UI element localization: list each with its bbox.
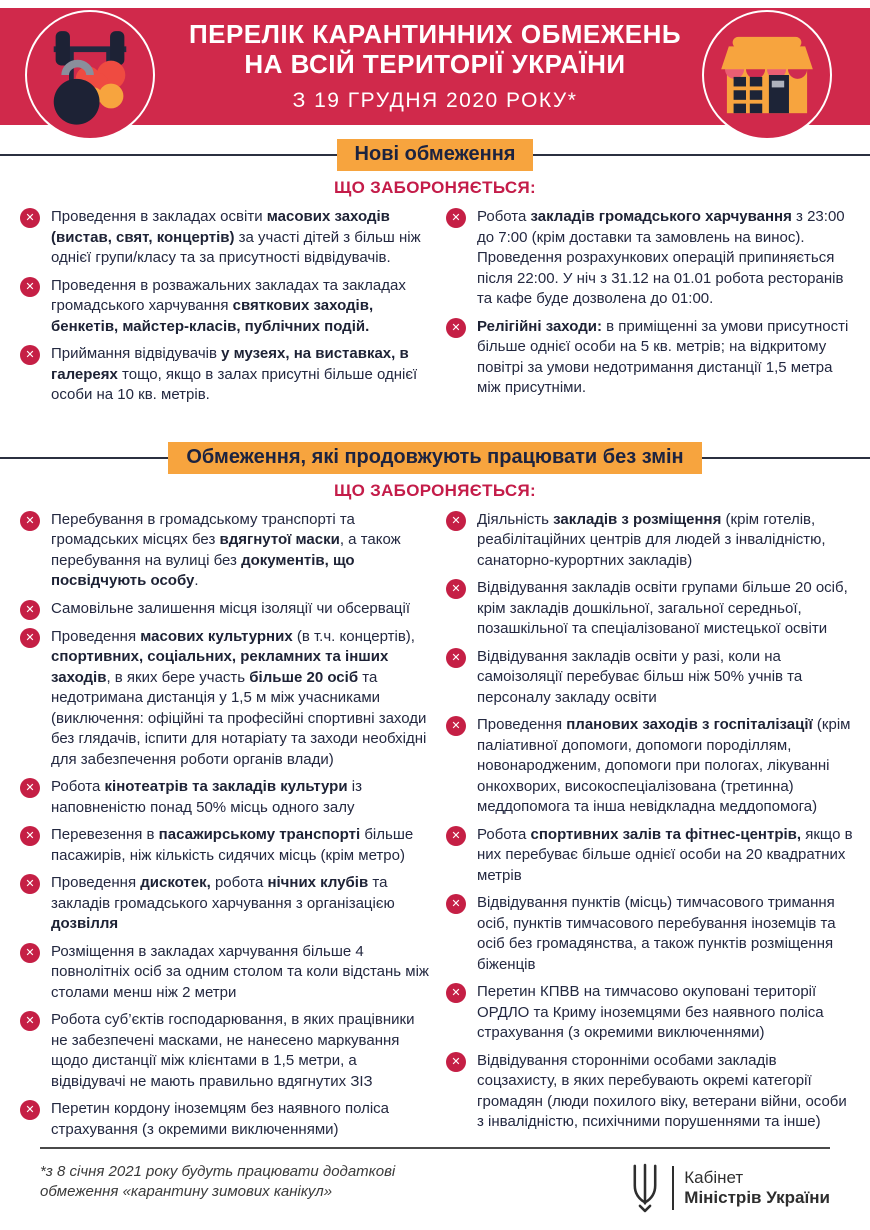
prohibited-x-icon: ✕ [446,894,466,914]
restriction-text: Перетин кордону іноземцям без наявного поліса страхування (з окремими виключеннями) [51,1100,390,1138]
page-footer [0,1147,870,1230]
restriction-item [446,647,856,709]
restriction-item [446,982,856,1044]
logo-line2: Міністрів України [684,1188,830,1207]
restrictions-columns [0,501,870,1148]
restriction-text: Відвідування сторонніми особами закладів соцзахисту, в яких перебувають окремі категорії громадян (люди похилого віку, ветерани війни, особи з інвалідністю, психічними порушеннями та інше) [477,1051,847,1130]
restriction-text: Перевезення в пасажирському транспорті більше пасажирів, ніж кількість сидячих місць (крім метро) [51,826,414,864]
footer-inner [40,1147,830,1230]
restriction-item [446,825,856,887]
restriction-item [446,893,856,975]
page-title-line1: ПЕРЕЛІК КАРАНТИННИХ ОБМЕЖЕНЬ [188,19,682,50]
restriction-text: Робота спортивних залів та фітнес-центрів, якщо в них перебуває більше однієї особи на 20 квадратних метрів [477,825,853,884]
restriction-text: Робота закладів громадського харчування з 23:00 до 7:00 (крім доставки та замовлень на винос). Проведення розрахункових операцій припиняється після 22:00. У ніч з 31.12 на 01.01 робота ресторанів та кафе буде дозволена до 01:00. [477,208,845,307]
prohibited-x-icon: ✕ [20,511,40,531]
prohibited-x-icon: ✕ [446,716,466,736]
restriction-item [20,873,430,935]
restrictions-column-right [446,510,856,1140]
prohibited-x-icon: ✕ [446,1052,466,1072]
prohibited-x-icon: ✕ [20,600,40,620]
section-new-restrictions [0,125,870,413]
restrictions-column-right [446,207,856,406]
restriction-text: Відвідування пунктів (місць) тимчасового тримання осіб, пунктів тимчасового перебування іноземців та осіб без громадянства, а також пунктів розміщення біженців [477,894,836,973]
section-header [0,442,870,474]
restriction-text: Відвідування закладів освіти групами більше 20 осіб, крім закладів дошкільної, загальної середньої, позашкільної та спеціалізованої мистецької освіти [477,579,848,637]
restriction-text: Проведення в закладах освіти масових заходів (вистав, свят, концертів) за участі дітей з більш ніж однієї групи/класу та за присутності відвідувачів. [51,208,421,266]
restriction-item [20,777,430,818]
restriction-item [20,1099,430,1140]
prohibited-x-icon: ✕ [446,318,466,338]
restriction-item [20,1010,430,1092]
restriction-item [446,1051,856,1133]
prohibited-x-icon: ✕ [20,1011,40,1031]
restriction-text: Діяльність закладів з розміщення (крім готелів, реабілітаційних центрів для людей з інвалідністю, санаторно-курортних закладів) [477,510,826,569]
restriction-item [20,510,430,592]
prohibited-x-icon: ✕ [20,208,40,228]
section-unchanged-restrictions [0,428,870,1148]
restriction-text: Робота суб’єктів господарювання, в яких працівники не забезпечені масками, не нанесено маркування щодо дистанції між клієнтами в 1,5 метри, а відвідувачі не мають правильно вдягнутих ЗІЗ [51,1011,415,1090]
prohibited-x-icon: ✕ [20,874,40,894]
forbidden-heading: ЩО ЗАБОРОНЯЄТЬСЯ: [333,178,536,197]
restriction-item [20,599,430,620]
restriction-text: Проведення масових культурних (в т.ч. концертів), спортивних, соціальних, рекламних та інших заходів, в яких бере участь більше 20 осіб та недотримана дистанція у 1,5 м між учасниками (виключення: офіційні та професійні спортивні заходи без глядачів, іспити для нотаріату та заходи необхідні для забезпечення роботи органів влади) [51,627,427,768]
government-logo-text [684,1168,830,1209]
header-banner [0,8,870,125]
forbidden-heading: ЩО ЗАБОРОНЯЄТЬСЯ: [333,480,536,500]
page-title [189,20,681,80]
restriction-item [446,578,856,640]
restriction-text: Відвідування закладів освіти у разі, коли на самоізоляції перебуває більш ніж 50% учнів та персоналу закладу освіти [477,647,803,706]
prohibited-x-icon: ✕ [446,511,466,531]
restriction-text: Перебування в громадському транспорті та громадських місцях без вдягнутої маски, а також перебування на вулиці без документів, що посвідчують особу. [51,510,401,589]
trident-icon [628,1162,662,1214]
section-header [0,139,870,171]
restriction-item [446,510,856,572]
restriction-item [446,715,856,818]
restriction-item [20,207,430,269]
page-title-line2: НА ВСІЙ ТЕРИТОРІЇ УКРАЇНИ [244,49,626,79]
restriction-item [446,317,856,399]
prohibited-x-icon: ✕ [446,208,466,228]
section-title-badge: Обмеження, які продовжують працювати без змін [168,442,701,474]
prohibited-x-icon: ✕ [446,579,466,599]
footnote: *з 8 січня 2021 року будуть працювати додаткові обмеження «карантину зимових канікул» [40,1163,396,1201]
prohibited-x-icon: ✕ [446,648,466,668]
prohibited-x-icon: ✕ [20,345,40,365]
prohibited-x-icon: ✕ [20,277,40,297]
restriction-item [20,942,430,1004]
logo-divider [672,1166,674,1210]
prohibited-x-icon: ✕ [20,1100,40,1120]
header-titles [0,8,870,125]
restriction-item [446,207,856,310]
restriction-text: Робота кінотеатрів та закладів культури із наповненістю понад 50% місць одного залу [51,778,362,816]
restriction-item [20,825,430,866]
restriction-item [20,276,430,338]
restriction-text: Розміщення в закладах харчування більше 4 повнолітніх осіб за одним столом та коли відстань між столами менш ніж 2 метри [51,942,429,1001]
restriction-text: Самовільне залишення місця ізоляції чи обсервації [51,599,411,617]
prohibited-x-icon: ✕ [20,943,40,963]
restriction-item [20,627,430,771]
restriction-text: Перетин КПВВ на тимчасово окуповані території ОРДЛО та Криму іноземцями без наявного поліса страхування (з окремими виключеннями) [477,983,824,1041]
prohibited-x-icon: ✕ [446,826,466,846]
prohibited-x-icon: ✕ [20,826,40,846]
restrictions-column-left [20,207,430,413]
government-logo [628,1162,830,1214]
restriction-text: Проведення планових заходів з госпіталізації (крім паліативної допомоги, допомоги породіллям, новонародженим, допомоги при пологах, лікуванні онкохворих, високоспеціалізована (третинна) меддопомога та інша невідкладна меддопомога) [477,716,851,815]
prohibited-x-icon: ✕ [446,983,466,1003]
restriction-text: Проведення в розважальних закладах та закладах громадського харчування святкових заходів, бенкетів, майстер-класів, публічних подій. [51,276,406,335]
restriction-text: Проведення дискотек, робота нічних клубів та закладів громадського харчування з організацією дозвілля [51,874,395,932]
logo-line1: Кабінет [684,1167,744,1187]
restrictions-columns [0,198,870,413]
restriction-item [20,344,430,406]
restriction-text: Приймання відвідувачів у музеях, на виставках, в галереях тощо, якщо в залах присутні більше однієї особи на 10 кв. метрів. [51,345,418,403]
restriction-text: Релігійні заходи: в приміщенні за умови присутності більше однієї особи на 5 кв. метрів; на відкритому повітрі за умови недотримання дистанції 1,5 метра між присутніми. [477,317,849,396]
restrictions-column-left [20,510,430,1148]
section-title-badge: Нові обмеження [337,139,534,171]
prohibited-x-icon: ✕ [20,778,40,798]
page-subtitle: З 19 ГРУДНЯ 2020 РОКУ* [292,88,578,112]
prohibited-x-icon: ✕ [20,628,40,648]
